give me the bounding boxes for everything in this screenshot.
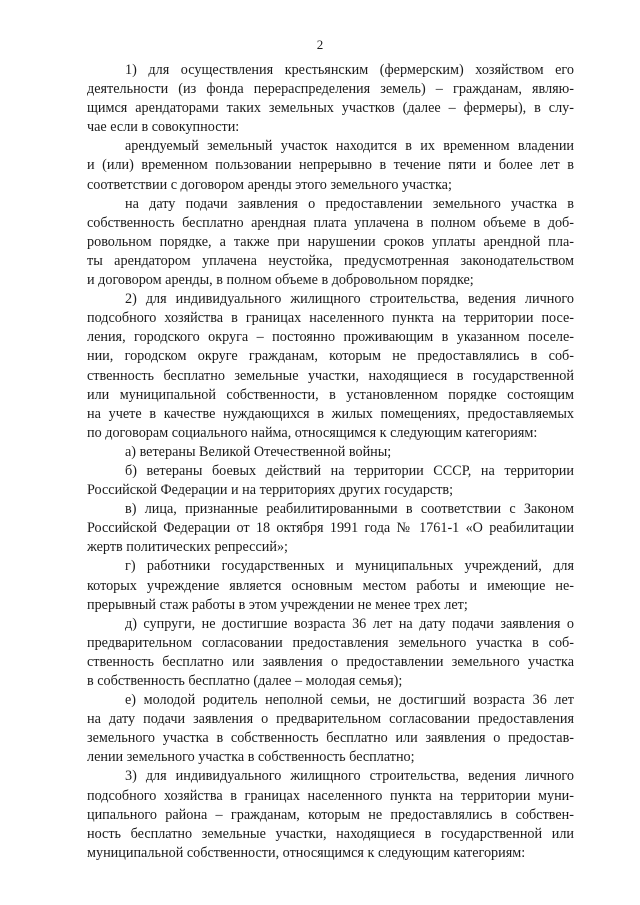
text-line: ность бесплатно земельные участки, находящиеся в государственной или bbox=[87, 825, 574, 842]
text-line: собственность бесплатно арендная плата уплачена в полном объеме в доб- bbox=[87, 214, 574, 231]
text-line: деятельности (из фонда перераспределения земель) – гражданам, являю- bbox=[87, 81, 574, 98]
page-number: 2 bbox=[316, 37, 324, 52]
text-line: ственность бесплатно или заявления о предоставлении земельного участка bbox=[87, 653, 574, 670]
text-line: подсобного хозяйства в границах населенного пункта на территории посе- bbox=[87, 310, 574, 327]
text-line: 3) для индивидуального жилищного строительства, ведения личного bbox=[125, 768, 574, 785]
text-line: ления, городского округа – постоянно проживающим в указанном поселе- bbox=[87, 329, 574, 346]
text-line: соответствии с договором аренды этого земельного участка; bbox=[87, 176, 452, 193]
text-line: которых учреждение является основным местом работы и имеющие не- bbox=[87, 577, 574, 594]
text-line: ственность бесплатно земельные участки, находящиеся в государственной bbox=[87, 367, 574, 384]
text-line: на дату подачи заявления о предоставлении земельного участка в bbox=[125, 195, 574, 212]
text-line: в собственность бесплатно (далее – молодая семья); bbox=[87, 673, 403, 689]
text-line: Российской Федерации и на территориях других государств; bbox=[87, 482, 454, 499]
text-line: или муниципальной собственности, в установленном порядке состоящим bbox=[87, 386, 574, 403]
text-line: арендуемый земельный участок находится в их временном владении bbox=[125, 138, 574, 155]
text-line: и договором аренды, в полном объеме в добровольном порядке; bbox=[87, 272, 474, 289]
text-line: и (или) временном пользовании непрерывно в течение пяти и более лет в bbox=[87, 157, 574, 174]
text-line: 2) для индивидуального жилищного строительства, ведения личного bbox=[125, 291, 574, 308]
text-line: ципального района – гражданам, которым не предоставлялись в собствен- bbox=[87, 806, 574, 823]
text-line: в) лица, признанные реабилитированными в соответствии с Законом bbox=[125, 501, 574, 518]
text-line: предварительном согласовании предоставления земельного участка в соб- bbox=[87, 634, 574, 651]
text-line: подсобного хозяйства в границах населенного пункта на территории муни- bbox=[87, 787, 574, 804]
text-line: чае если в совокупности: bbox=[87, 119, 240, 136]
text-line: муниципальной собственности, относящимся к следующим категориям: bbox=[87, 844, 526, 861]
text-line: е) молодой родитель неполной семьи, не достигший возраста 36 лет bbox=[125, 692, 574, 709]
text-line: щимся арендаторами таких земельных участков (далее – фермеры), в слу- bbox=[87, 100, 574, 117]
text-line: 1) для осуществления крестьянским (фермерским) хозяйством его bbox=[125, 62, 574, 78]
text-line: лении земельного участка в собственность бесплатно; bbox=[87, 749, 415, 766]
text-line: прерывный стаж работы в этом учреждении не менее трех лет; bbox=[87, 596, 468, 613]
document-body bbox=[87, 61, 574, 863]
text-line: Российской Федерации от 18 октября 1991 года № 1761-1 «О реабилитации bbox=[87, 520, 574, 537]
text-line: а) ветераны Великой Отечественной войны; bbox=[125, 443, 392, 460]
text-line: жертв политических репрессий»; bbox=[87, 539, 288, 556]
text-line: д) супруги, не достигшие возраста 36 лет на дату подачи заявления о bbox=[125, 615, 574, 632]
text-line: нии, городском округе гражданам, которым не предоставлялись в соб- bbox=[87, 348, 574, 365]
text-line: по договорам социального найма, относящимся к следующим категориям: bbox=[87, 424, 538, 441]
text-line: на учете в качестве нуждающихся в жилых помещениях, предоставляемых bbox=[87, 405, 574, 422]
text-line: ты арендатором уплачена неустойка, предусмотренная законодательством bbox=[87, 252, 574, 269]
text-line: б) ветераны боевых действий на территории СССР, на территории bbox=[125, 462, 574, 479]
text-line: г) работники государственных и муниципальных учреждений, для bbox=[125, 558, 574, 575]
text-line: ровольном порядке, а также при нарушении сроков уплаты арендной пла- bbox=[87, 233, 574, 250]
text-line: на дату подачи заявления о предварительном согласовании предоставления bbox=[87, 711, 574, 728]
text-line: земельного участка в собственность бесплатно или заявления о предостав- bbox=[87, 730, 574, 747]
